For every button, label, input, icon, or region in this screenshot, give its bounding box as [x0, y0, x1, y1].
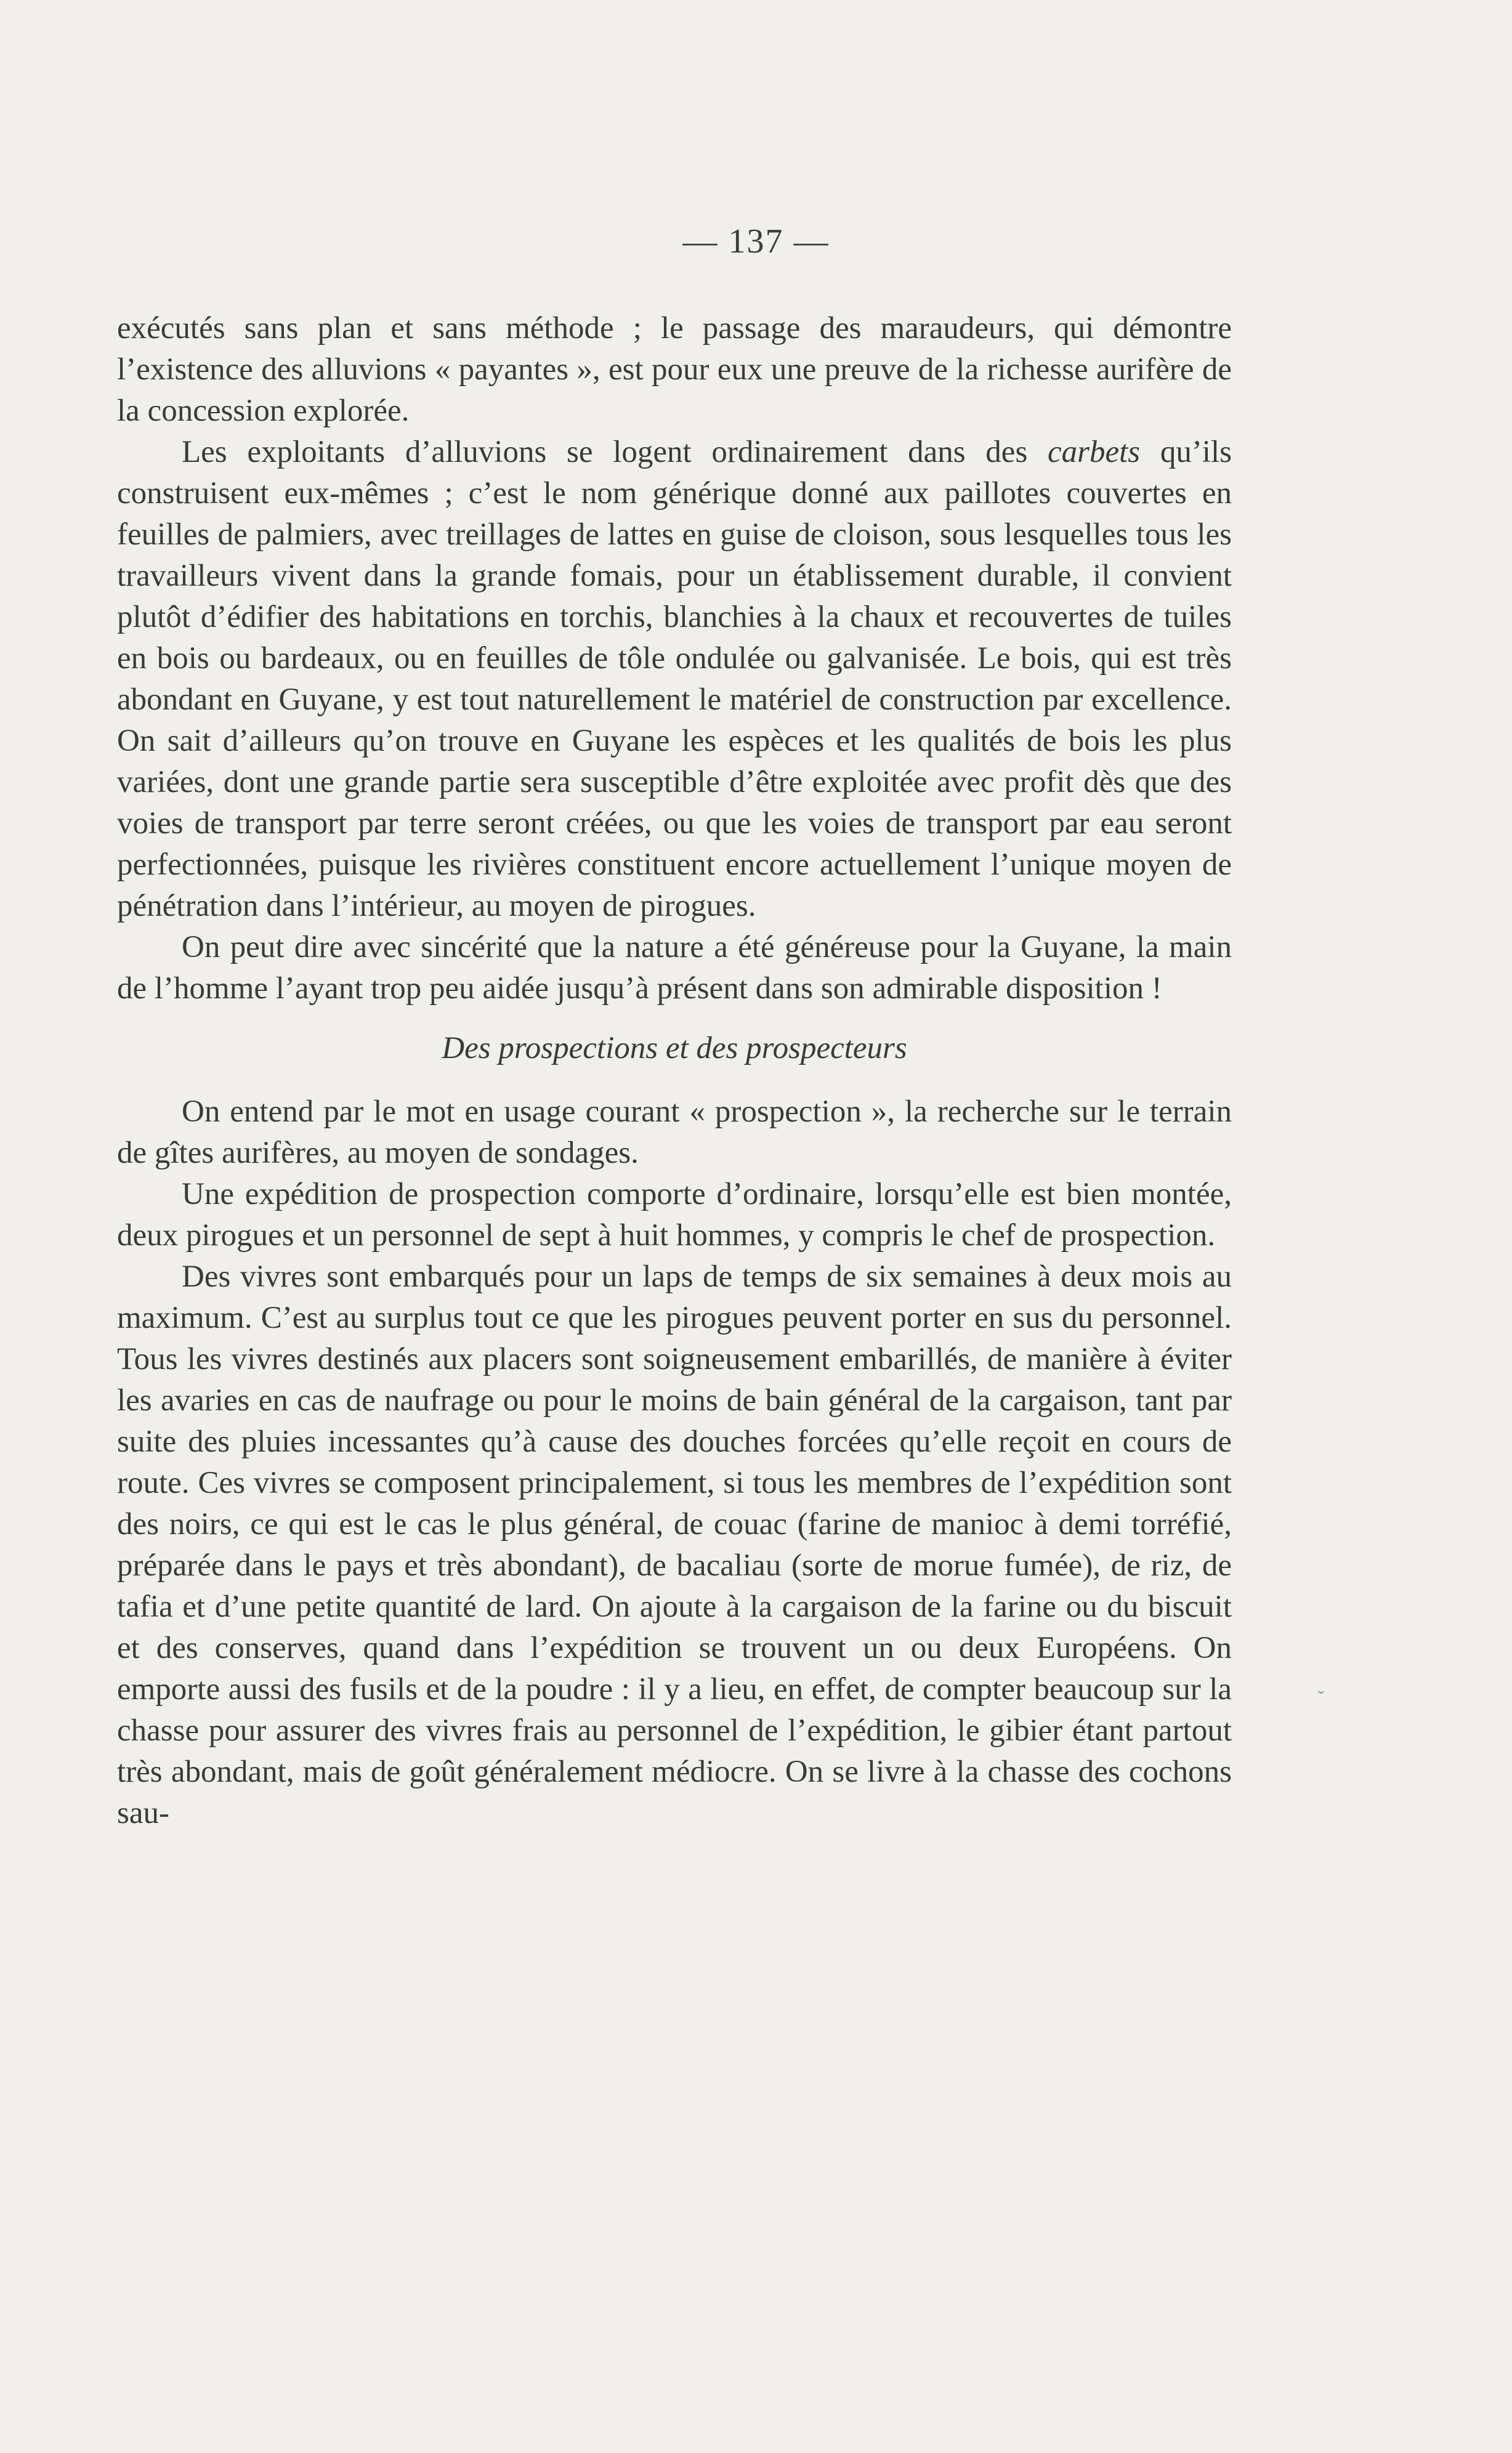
- paragraph-2-start: Les exploitants d’alluvions se logent ordinairement dans des: [182, 435, 1048, 469]
- section-heading: Des prospections et des prospecteurs: [442, 1031, 907, 1065]
- term-carbets: carbets: [1047, 435, 1141, 469]
- paragraph-6: Des vivres sont embarqués pour un laps de temps de six semaines à deux mois au maximum. C’est au surplus tout ce que les pirogues peuvent porter en sus du personnel. Tous les vivres destinés aux placers sont soigneusement embarillés, de manière à éviter les avaries en cas de naufrage ou pour le moins de bain général de la cargaison, tant par suite des pluies incessantes qu’à cause des douches forcées qu’elle reçoit en cours de route. Ces vivres se composent principalement, si tous les membres de l’expédition sont des noirs, ce qui est le cas le plus général, de couac (farine de manioc à demi torréfié, préparée dans le pays et très abondant), de bacaliau (sorte de morue fumée), de riz, de tafia et d’une petite quantité de lard. On ajoute à la cargaison de la farine ou du biscuit et des conserves, quand dans l’expédition se trouvent un ou deux Européens. On emporte aussi des fusils et de la poudre : il y a lieu, en effet, de compter beaucoup sur la chasse pour assurer des vivres frais au personnel de l’expédition, le gibier étant partout très abondant, mais de goût généralement médiocre. On se livre à la chasse des cochons sau-: [117, 1259, 1232, 1830]
- paragraph-5: Une expédition de prospection comporte d’ordinaire, lorsqu’elle est bien montée, deux pirogues et un personnel de sept à huit hommes, y compris le chef de prospection.: [117, 1177, 1232, 1253]
- paragraph-3: On peut dire avec sincérité que la nature a été généreuse pour la Guyane, la main de l’homme l’ayant trop peu aidée jusqu’à présent dans son admirable disposition !: [117, 930, 1232, 1006]
- paragraph-1: exécutés sans plan et sans méthode ; le passage des maraudeurs, qui démontre l’existence des alluvions « payantes », est pour eux une preuve de la richesse aurifère de la concession explorée.: [117, 311, 1232, 428]
- page-number: — 137 —: [682, 222, 830, 261]
- paragraph-2-rest: qu’ils construisent eux-mêmes ; c’est le nom générique donné aux paillotes couvertes en feuilles de palmiers, avec treillages de lattes en guise de cloison, sous lesquelles tous les travailleurs vivent dans la grande fomais, pour un établissement durable, il convient plutôt d’édifier des habitations en torchis, blanchies à la chaux et recouvertes de tuiles en bois ou bardeaux, ou en feuilles de tôle ondulée ou galvanisée. Le bois, qui est très abondant en Guyane, y est tout naturellement le matériel de construction par excellence. On sait d’ailleurs qu’on trouve en Guyane les espèces et les qualités de bois les plus variées, dont une grande partie sera susceptible d’être exploitée avec profit dès que des voies de transport par terre seront créées, ou que les voies de transport par eau seront perfectionnées, puisque les rivières constituent encore actuellement l’unique moyen de pénétration dans l’intérieur, au moyen de pirogues.: [117, 435, 1232, 923]
- paragraph-4: On entend par le mot en usage courant « prospection », la recherche sur le terrain de gîtes aurifères, au moyen de sondages.: [117, 1094, 1232, 1170]
- stray-mark: ˇ: [1318, 1687, 1324, 1708]
- body-text: [117, 308, 1232, 1834]
- paragraph-2: [117, 432, 1232, 927]
